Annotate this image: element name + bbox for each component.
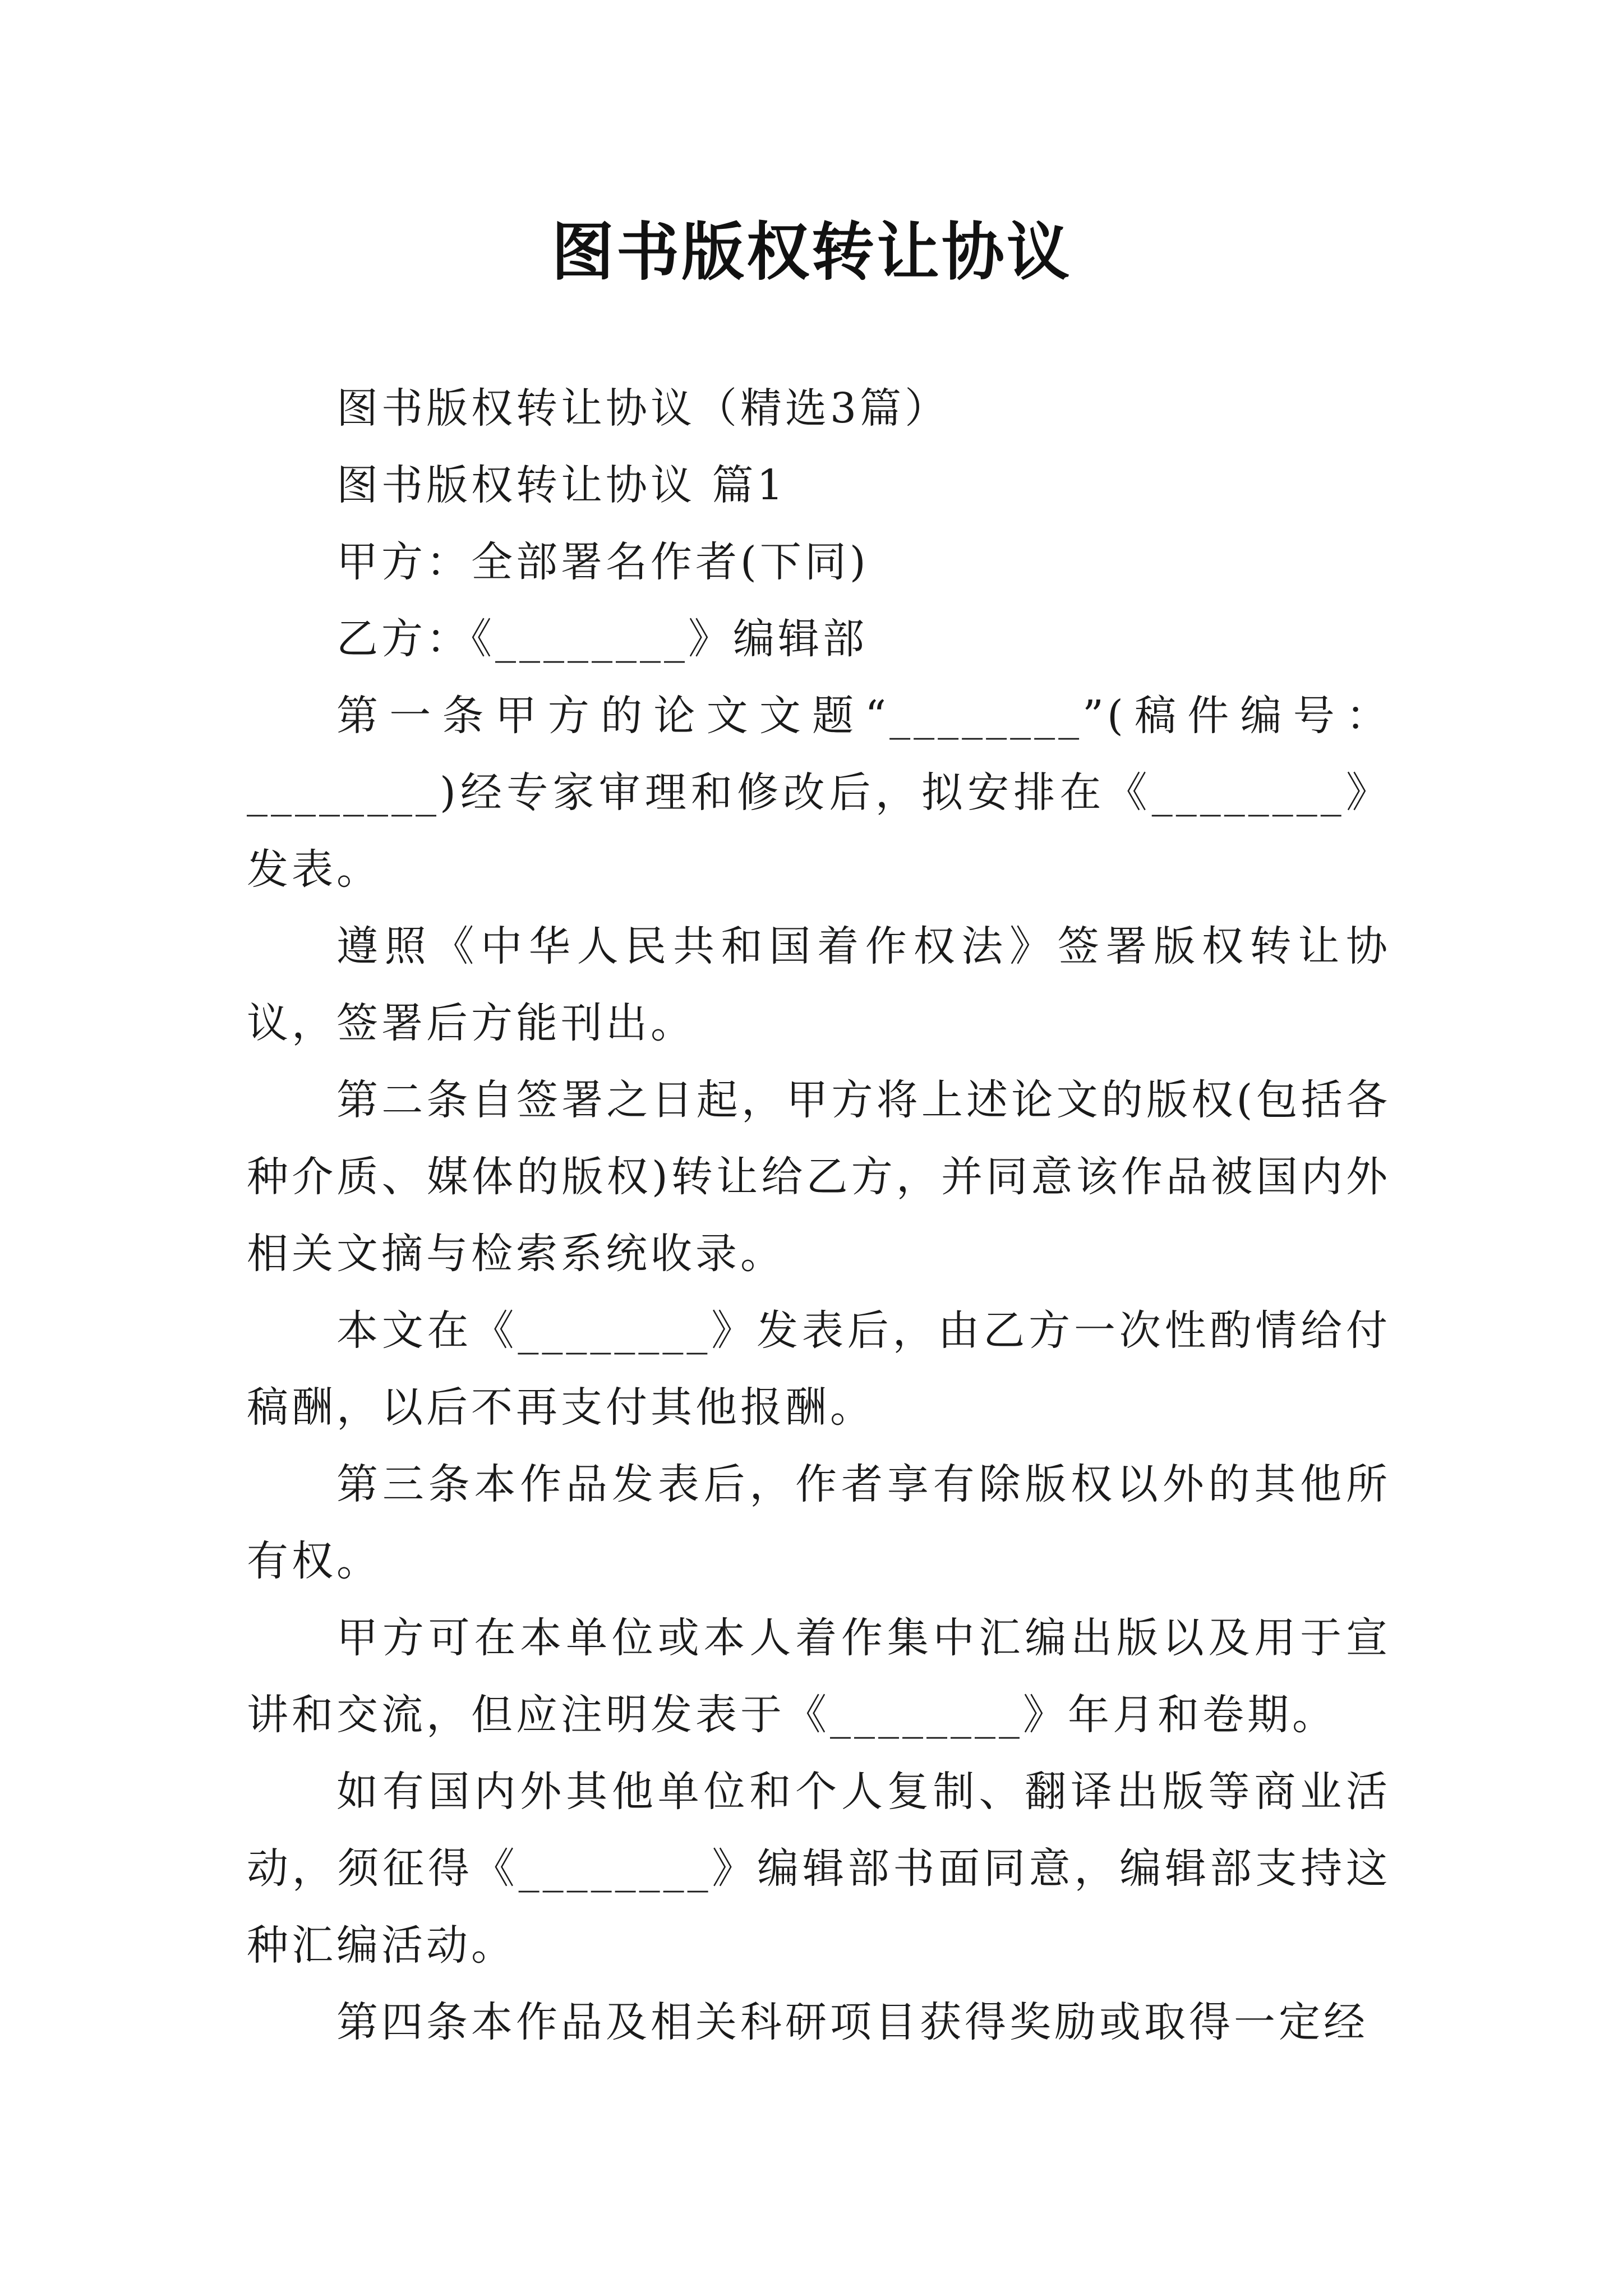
- paragraph-compilation: 甲方可在本单位或本人着作集中汇编出版以及用于宣讲和交流，但应注明发表于《________》年月和卷期。: [247, 1614, 1391, 1739]
- paragraph-remuneration: 本文在《________》发表后，由乙方一次性酌情给付稿酬，以后不再支付其他报酬。: [247, 1306, 1391, 1432]
- paragraph-section-heading: 图书版权转让协议 篇1: [336, 461, 787, 509]
- paragraph-subtitle: 图书版权转让协议（精选3篇）: [336, 384, 950, 432]
- paragraph-compliance: 遵照《中华人民共和国着作权法》签署版权转让协议，签署后方能刊出。: [247, 922, 1391, 1047]
- paragraph-article-3: 第三条本作品发表后，作者享有除版权以外的其他所有权。: [247, 1460, 1391, 1585]
- paragraph-party-b: 乙方：《________》编辑部: [336, 615, 868, 663]
- document-title: 图书版权转让协议: [551, 215, 1072, 289]
- paragraph-commercial-use: 如有国内外其他单位和个人复制、翻译出版等商业活动，须征得《________》编辑部书面同意，编辑部支持这种汇编活动。: [247, 1768, 1391, 1970]
- document-body: [247, 370, 1391, 2061]
- paragraph-party-a: 甲方：全部署名作者(下同): [336, 538, 869, 586]
- paragraph-article-1: 第一条甲方的论文文题“________”(稿件编号：________)经专家审理和修改后，拟安排在《________》发表。: [247, 692, 1391, 894]
- paragraph-article-2: 第二条自签署之日起，甲方将上述论文的版权(包括各种介质、媒体的版权)转让给乙方，并同意该作品被国内外相关文摘与检索系统收录。: [247, 1076, 1391, 1278]
- paragraph-article-4: 第四条本作品及相关科研项目获得奖励或取得一定经: [336, 1998, 1368, 2046]
